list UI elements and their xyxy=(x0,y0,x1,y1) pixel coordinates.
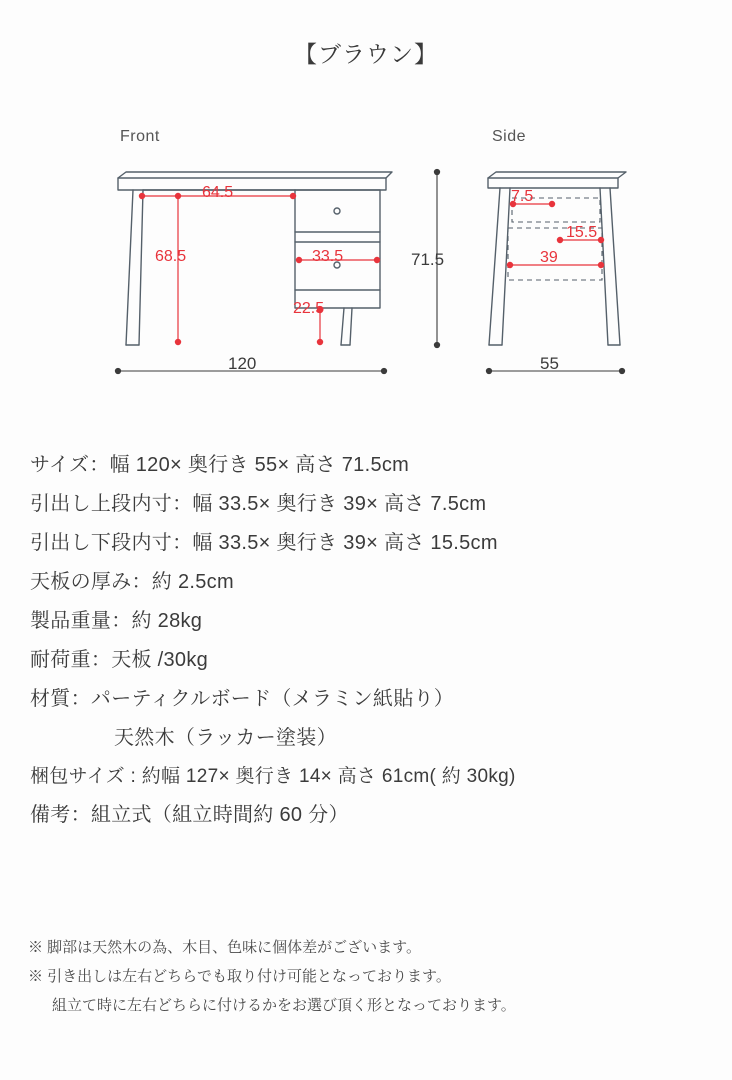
diagram-drawing xyxy=(0,120,732,420)
dim-total-depth: 55 xyxy=(540,354,559,373)
dim-side-drawer-depth: 39 xyxy=(540,249,558,266)
note-legs: ※ 脚部は天然木の為、木目、色味に個体差がございます。 xyxy=(28,939,421,956)
dim-total-width: 120 xyxy=(228,354,257,373)
spec-material-secondary: 天然木（ラッカー塗装） xyxy=(114,727,337,749)
spec-upper-drawer-inner: 引出し上段内寸：幅 33.5× 奥行き 39× 高さ 7.5cm xyxy=(30,493,487,515)
spec-weight: 製品重量：約 28kg xyxy=(30,610,203,632)
page-title: 【ブラウン】 xyxy=(294,41,438,67)
spec-package-size: 梱包サイズ : 約幅 127× 奥行き 14× 高さ 61cm( 約 30kg) xyxy=(30,766,516,787)
dimension-diagram xyxy=(0,120,732,420)
front-view-label: Front xyxy=(120,128,160,145)
spec-list xyxy=(30,455,720,844)
dim-front-leg-height: 68.5 xyxy=(155,248,187,265)
spec-load-capacity: 耐荷重：天板 /30kg xyxy=(30,649,209,671)
note-drawer-side: ※ 引き出しは左右どちらでも取り付け可能となっております。 xyxy=(28,968,451,985)
dim-front-bottom-clearance: 22.5 xyxy=(293,300,325,317)
side-view-label: Side xyxy=(492,128,527,145)
spec-remarks: 備考：組立式（組立時間約 60 分） xyxy=(30,804,349,826)
dim-front-drawer-width: 33.5 xyxy=(312,248,344,265)
notes-section xyxy=(28,940,728,1027)
dim-side-lower-drawer-height: 15.5 xyxy=(566,224,598,241)
note-drawer-side-cont: 組立て時に左右どちらに付けるかをお選び頂く形となっております。 xyxy=(52,997,516,1014)
spec-size: サイズ：幅 120× 奥行き 55× 高さ 71.5cm xyxy=(30,454,410,476)
spec-top-thickness: 天板の厚み：約 2.5cm xyxy=(30,571,234,593)
dim-front-top-inner-width: 64.5 xyxy=(202,184,234,201)
spec-lower-drawer-inner: 引出し下段内寸：幅 33.5× 奥行き 39× 高さ 15.5cm xyxy=(30,532,498,554)
dim-side-upper-drawer-height: 7.5 xyxy=(511,188,534,205)
spec-material: 材質：パーティクルボード（メラミン紙貼り） xyxy=(30,688,455,710)
dim-total-height: 71.5 xyxy=(411,250,445,269)
